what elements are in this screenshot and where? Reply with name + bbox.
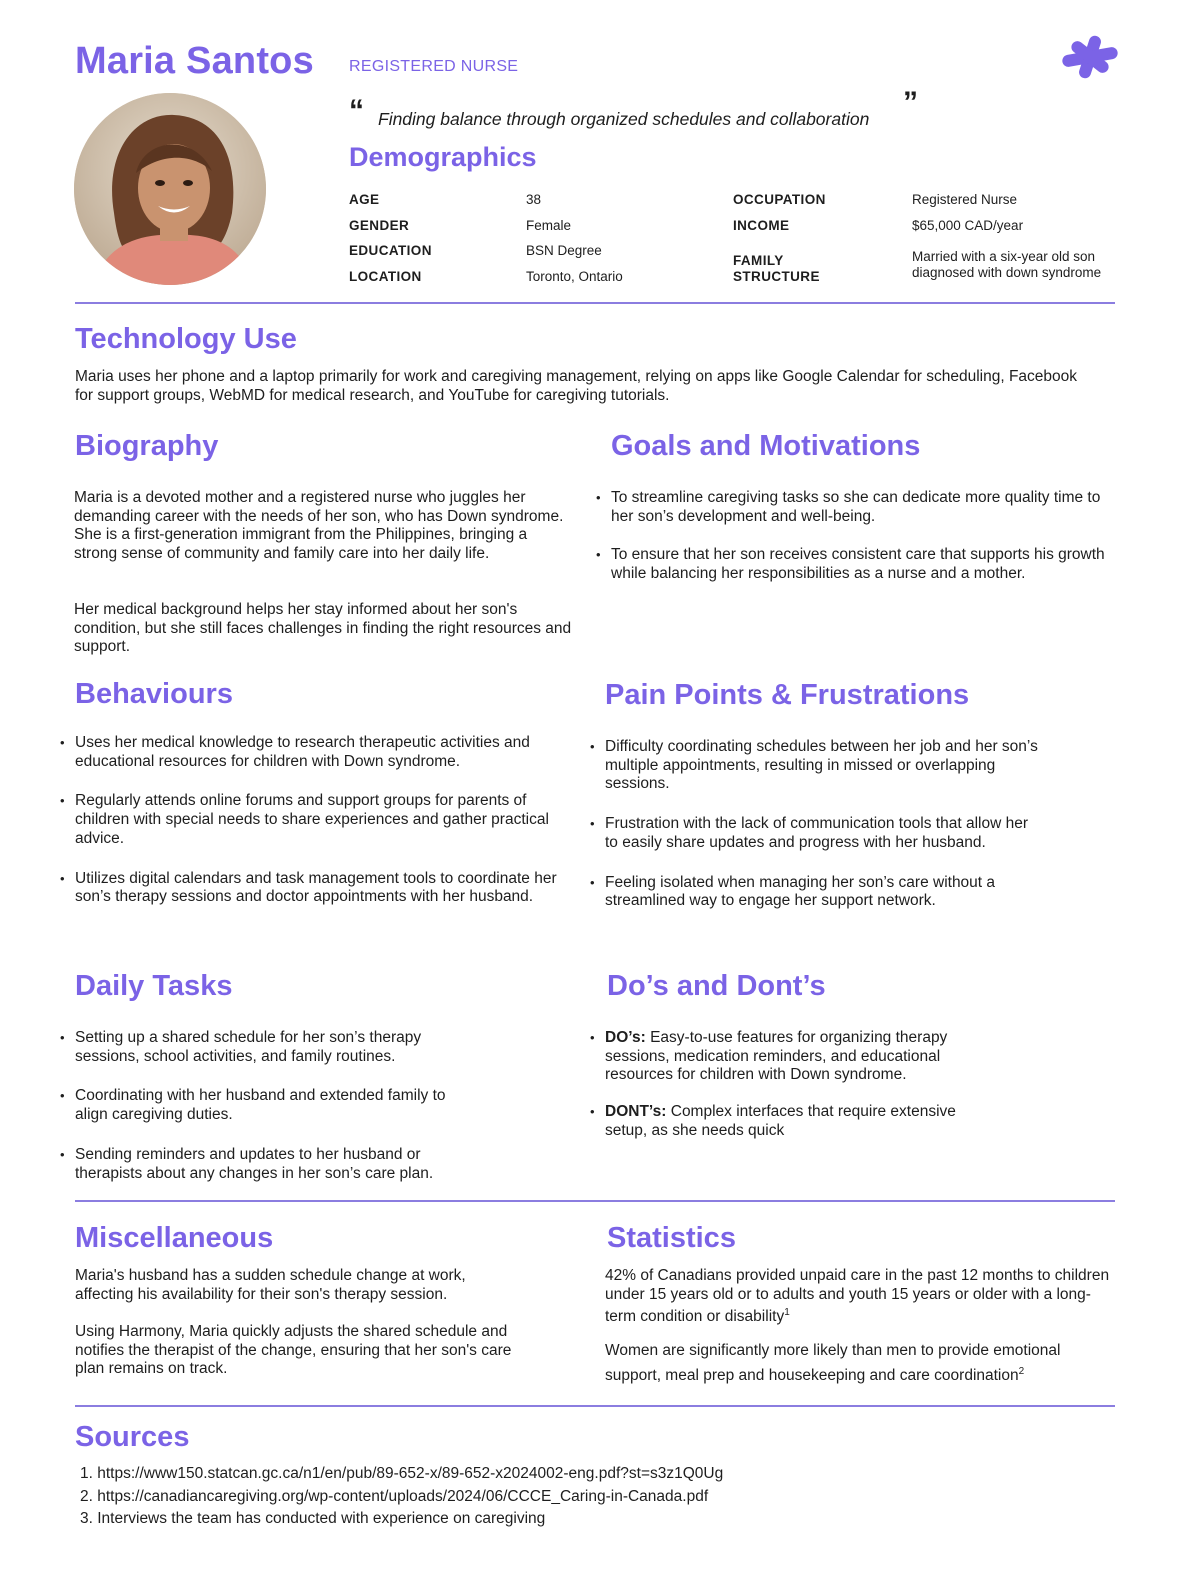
biography-paragraph-1: Maria is a devoted mother and a registered nurse who juggles her demanding career with the needs of her son, who has Down syndrome. She is a first-generation immigrant from the Philippines, bringing a strong sense of community and family care into her daily life. (74, 489, 564, 563)
location-label: LOCATION (349, 269, 422, 284)
list-item: • Sending reminders and updates to her husband or therapists about any changes in her son’s care plan. (60, 1146, 480, 1183)
occupation-label: OCCUPATION (733, 192, 826, 207)
statistics-text-1: 42% of Canadians provided unpaid care in the past 12 months to children under 15 years old or to adults and youth 15 years or older with a long-term condition or disability (605, 1267, 1110, 1326)
dos-item (590, 1029, 990, 1085)
list-item: • To streamline caregiving tasks so she can dedicate more quality time to her son’s development and well-being. (596, 489, 1106, 526)
source-item-1: 1. https://www150.statcan.gc.ca/n1/en/pub/89-652-x/89-652-x2024002-eng.pdf?st=s3z1Q0Ug (80, 1465, 724, 1482)
statistics-paragraph-2 (605, 1340, 1110, 1386)
location-value: Toronto, Ontario (526, 269, 623, 284)
family-structure-label-line1: FAMILY (733, 253, 784, 268)
list-item: • Utilizes digital calendars and task management tools to coordinate her son’s therapy sessions and doctor appointments with her husband. (60, 870, 560, 907)
sources-title: Sources (75, 1421, 190, 1453)
biography-title: Biography (75, 430, 219, 462)
family-structure-value-line1: Married with a six-year old son (912, 249, 1096, 264)
donts-text: Complex interfaces that require extensive setup, as she needs quick (605, 1103, 956, 1139)
biography-paragraph-2: Her medical background helps her stay informed about her son's condition, but she still faces challenges in finding the right resources and support. (74, 601, 572, 656)
statistics-title: Statistics (607, 1222, 736, 1254)
age-value: 38 (526, 192, 542, 207)
behaviours-title: Behaviours (75, 678, 233, 710)
list-item: • To ensure that her son receives consistent care that supports his growth while balancing her responsibilities as a nurse and a mother. (596, 546, 1106, 583)
behaviours-list (60, 734, 560, 907)
gender-value: Female (526, 218, 572, 233)
list-item: • Regularly attends online forums and support groups for parents of children with special needs to share experiences and gather practical advice. (60, 792, 560, 848)
list-item: • Coordinating with her husband and extended family to align caregiving duties. (60, 1087, 480, 1124)
footnote-1: 1 (784, 1307, 790, 1319)
divider (75, 1200, 1115, 1202)
technology-title: Technology Use (75, 323, 297, 355)
divider (75, 1405, 1115, 1407)
daily-tasks-list (60, 1029, 480, 1183)
daily-tasks-title: Daily Tasks (75, 970, 233, 1002)
persona-role: REGISTERED NURSE (349, 58, 519, 75)
technology-text: Maria uses her phone and a laptop primarily for work and caregiving management, relying on apps like Google Calendar for scheduling, Facebook for support groups, WebMD for medical research, and YouTube for caregiving tutorials. (75, 368, 1078, 404)
misc-title: Miscellaneous (75, 1222, 274, 1254)
goals-list (596, 489, 1106, 584)
list-item: • Frustration with the lack of communication tools that allow her to easily share updates and progress with her husband. (590, 815, 1045, 852)
goals-title: Goals and Motivations (611, 430, 921, 462)
family-structure-label-line2: STRUCTURE (733, 269, 820, 284)
donts-label: DONT’s: (605, 1103, 667, 1121)
dos-label: DO’s: (605, 1029, 646, 1046)
dos-donts-list (590, 1029, 990, 1141)
education-label: EDUCATION (349, 243, 432, 258)
demographics-title: Demographics (349, 142, 537, 172)
misc-paragraph-2: Using Harmony, Maria quickly adjusts the shared schedule and notifies the therapist of the change, ensuring that her son's care plan remains on track. (75, 1323, 512, 1378)
education-value: BSN Degree (526, 243, 602, 258)
list-item: • Setting up a shared schedule for her son’s therapy sessions, school activities, and family routines. (60, 1029, 480, 1066)
list-item: • Uses her medical knowledge to research therapeutic activities and educational resources for children with Down syndrome. (60, 734, 560, 771)
misc-paragraph-1: Maria's husband has a sudden schedule change at work, affecting his availability for their son's therapy session. (75, 1267, 466, 1303)
donts-item (590, 1103, 990, 1140)
avatar (74, 93, 266, 285)
income-value: $65,000 CAD/year (912, 218, 1024, 233)
pain-points-list (590, 738, 1045, 911)
sources-list (80, 1463, 1080, 1531)
statistics-text-2: Women are significantly more likely than men to provide emotional support, meal prep and housekeeping and care coordination (605, 1342, 1061, 1385)
dos-text: Easy-to-use features for organizing therapy sessions, medication reminders, and educational resources for children with Down syndrome. (605, 1029, 948, 1084)
list-item: • Feeling isolated when managing her son’s care without a streamlined way to engage her support network. (590, 874, 1045, 911)
persona-quote: Finding balance through organized schedules and collaboration (378, 109, 870, 129)
income-label: INCOME (733, 218, 790, 233)
age-label: AGE (349, 192, 380, 207)
quote-close-mark: ” (903, 86, 918, 119)
statistics-paragraph-1 (605, 1267, 1110, 1327)
occupation-value: Registered Nurse (912, 192, 1018, 207)
family-structure-value-line2: diagnosed with down syndrome (912, 265, 1102, 280)
source-item-2: 2. https://canadiancaregiving.org/wp-content/uploads/2024/06/CCCE_Caring-in-Canada.pdf (80, 1487, 709, 1505)
persona-name: Maria Santos (75, 40, 314, 82)
source-item-3: 3. Interviews the team has conducted with experience on caregiving (80, 1510, 546, 1527)
pain-points-title: Pain Points & Frustrations (605, 679, 970, 711)
divider (75, 302, 1115, 304)
gender-label: GENDER (349, 218, 410, 233)
footnote-2: 2 (1018, 1366, 1025, 1377)
list-item: • Difficulty coordinating schedules between her job and her son’s multiple appointments, resulting in missed or overlapping sessions. (590, 738, 1045, 794)
quote-open-mark: “ (349, 94, 364, 127)
asterisk-logo-icon (1062, 35, 1118, 79)
dos-donts-title: Do’s and Dont’s (607, 970, 826, 1002)
profile-photo-icon (74, 93, 266, 285)
